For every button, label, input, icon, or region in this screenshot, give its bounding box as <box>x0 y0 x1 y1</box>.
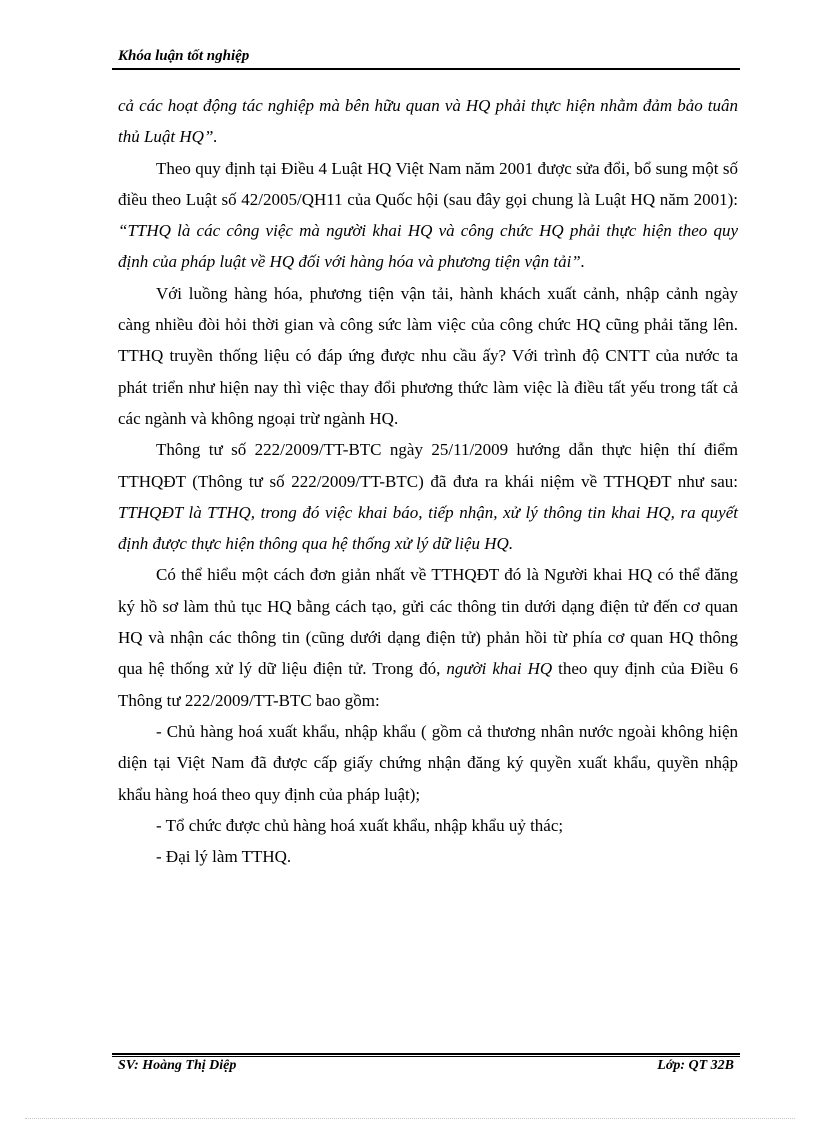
paragraph-1 <box>118 90 738 153</box>
footer-rule-thick <box>112 1053 740 1055</box>
paragraph-5 <box>118 559 738 715</box>
paragraph-5-tail: theo quy định của Điều 6 Thông tư 222/2009/TT-BTC bao gồm: <box>118 659 739 710</box>
list-item: - Đại lý làm TTHQ. <box>156 847 292 867</box>
header-rule <box>112 68 740 70</box>
paragraph-5-term: người khai HQ <box>446 659 553 679</box>
paragraph-2-quote: “TTHQ là các công việc mà người khai HQ và công chức HQ phải thực hiện theo quy định của pháp luật về HQ đối với hàng hóa và phương tiện vận tải”. <box>118 221 738 272</box>
paragraph-4-text: Thông tư số 222/2009/TT-BTC ngày 25/11/2009 hướng dẫn thực hiện thí điểm TTHQĐT (Thông tư số 222/2009/TT-BTC) đã đưa ra khái niệm về TTHQĐT như sau: <box>118 440 738 491</box>
paragraph-4 <box>118 434 738 559</box>
page-edge-divider <box>25 1118 795 1119</box>
footer-class: Lớp: QT 32B <box>657 1058 734 1073</box>
paragraph-3-text: Với luồng hàng hóa, phương tiện vận tải, hành khách xuất cảnh, nhập cảnh ngày càng nhiều đòi hỏi thời gian và công sức làm việc của công chức HQ cũng phải tăng lên. TTHQ truyền thống liệu có đáp ứng được nhu cầu ấy? Với trình độ CNTT của nước ta phát triển như hiện nay thì việc thay đổi phương thức làm việc là điều tất yếu trong tất cả các ngành và không ngoại trừ ngành HQ. <box>118 283 738 428</box>
header-title: Khóa luận tốt nghiệp <box>118 48 250 64</box>
paragraph-2 <box>118 153 738 278</box>
list-item: - Tổ chức được chủ hàng hoá xuất khẩu, nhập khẩu uỷ thác; <box>156 815 564 835</box>
paragraph-3 <box>118 278 738 434</box>
paragraph-1-text: cả các hoạt động tác nghiệp mà bên hữu quan và HQ phải thực hiện nhằm đảm bảo tuân thủ Luật HQ”. <box>118 96 738 147</box>
document-body <box>118 90 738 872</box>
paragraph-2-text: Theo quy định tại Điều 4 Luật HQ Việt Nam năm 2001 được sửa đổi, bổ sung một số điều theo Luật số 42/2005/QH11 của Quốc hội (sau đây gọi chung là Luật HQ năm 2001): <box>118 158 738 209</box>
paragraph-5-text: Có thể hiểu một cách đơn giản nhất về TTHQĐT đó là Người khai HQ có thể đăng ký hồ sơ làm thủ tục HQ bằng cách tạo, gửi các thông tin dưới dạng điện tử đến cơ quan HQ và nhận các thông tin (cũng dưới dạng điện tử) phản hồi từ phía cơ quan HQ thông qua hệ thống xử lý dữ liệu điện tử. Trong đó, <box>118 565 738 679</box>
paragraph-4-definition: TTHQĐT là TTHQ, trong đó việc khai báo, tiếp nhận, xử lý thông tin khai HQ, ra quyết định được thực hiện thông qua hệ thống xử lý dữ liệu HQ. <box>118 502 738 554</box>
list-item: - Chủ hàng hoá xuất khẩu, nhập khẩu ( gồm cả thương nhân nước ngoài không hiện diện tại Việt Nam đã được cấp giấy chứng nhận đăng ký quyền xuất khẩu, quyền nhập khẩu hàng hoá theo quy định của pháp luật); <box>118 721 738 804</box>
footer-rule-thin <box>112 1056 740 1057</box>
footer-student: SV: Hoàng Thị Diệp <box>118 1058 237 1073</box>
